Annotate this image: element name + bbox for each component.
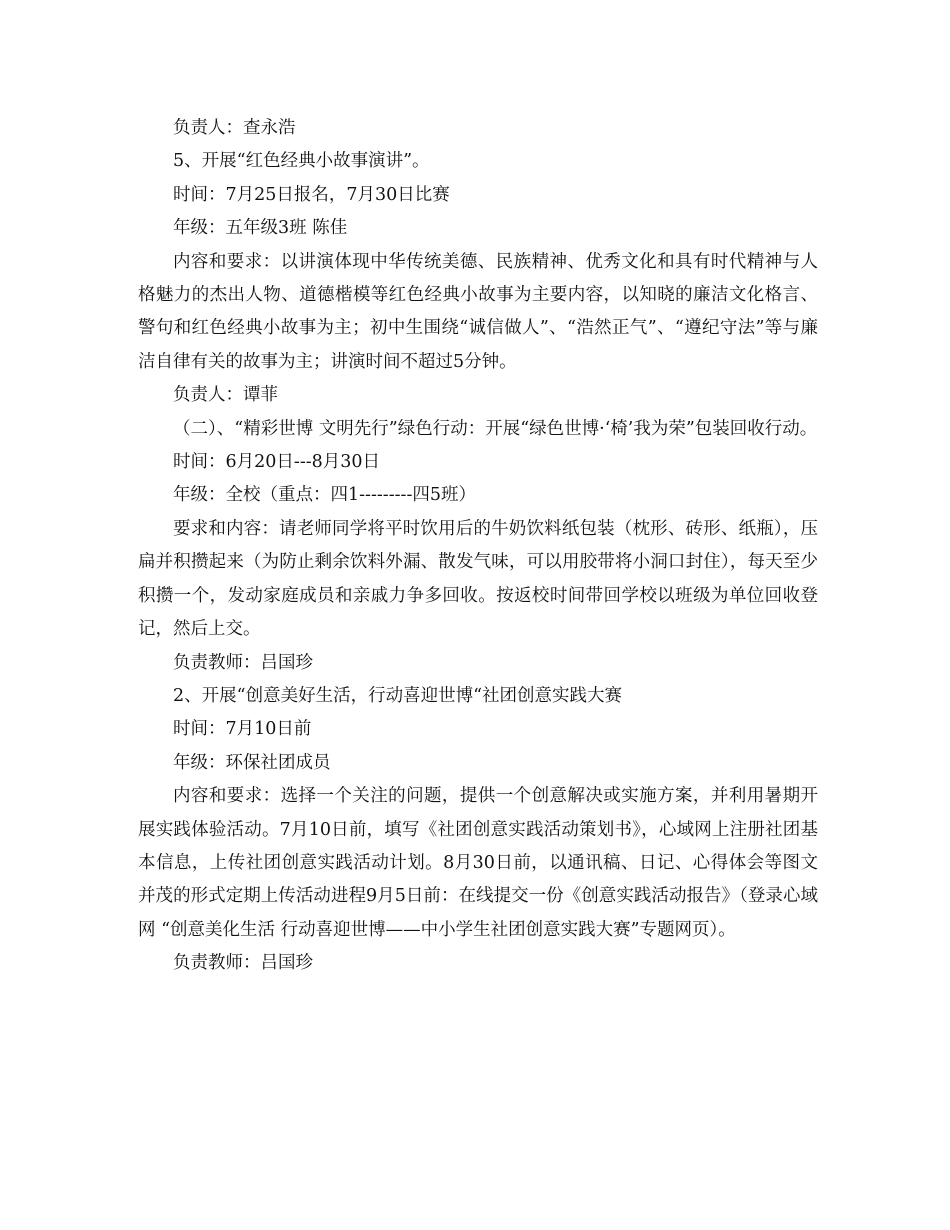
paragraph-time: 时间：7月25日报名，7月30日比赛: [173, 184, 450, 205]
paragraph-teacher-in-charge: 负责教师：吕国珍: [173, 652, 313, 673]
paragraph-time: 时间：7月10日前: [173, 719, 312, 740]
paragraph-item-5-title: 5、开展“红色经典小故事演讲”。: [173, 151, 430, 172]
paragraph-requirements-content: 要求和内容：请老师同学将平时饮用后的牛奶饮料纸包装（枕形、砖形、纸瓶），压扁并积攒起来（为防止剩余饮料外漏、散发气味，可以用胶带将小洞口封住），每天至少积攒一个，发动家庭成员和亲戚力争多回收。按返校时间带回学校以班级为单位回收登记，然后上交。: [138, 518, 818, 640]
paragraph-person-in-charge: 负责人：查永浩: [173, 118, 296, 138]
paragraph-person-in-charge: 负责人：谭菲: [173, 385, 278, 406]
paragraph-content-requirements: 内容和要求：以讲演体现中华传统美德、民族精神、优秀文化和具有时代精神与人格魅力的杰出人物、道德楷模等红色经典小故事为主要内容，以知晓的廉洁文化格言、警句和红色经典小故事为主；初中生围绕“诚信做人”、“浩然正气”、“遵纪守法”等与廉洁自律有关的故事为主；讲演时间不超过5分钟。: [138, 251, 818, 372]
paragraph-item-2-title: 2、开展“创意美好生活，行动喜迎世博“社团创意实践大赛: [173, 685, 623, 706]
paragraph-grade: 年级：环保社团成员: [173, 752, 331, 773]
paragraph-time: 时间：6月20日---8月30日: [173, 452, 381, 473]
paragraph-grade: 年级：全校（重点：四1---------四5班）: [173, 485, 476, 506]
paragraph-grade: 年级：五年级3班 陈佳: [173, 218, 348, 239]
paragraph-content-requirements: 内容和要求：选择一个关注的问题，提供一个创意解决或实施方案，并利用暑期开展实践体验活动。7月10日前，填写《社团创意实践活动策划书》，心域网上注册社团基本信息，上传社团创意实践活动计划。8月30日前，以通讯稿、日记、心得体会等图文并茂的形式定期上传活动进程9月5日前：在线提交一份《创意实践活动报告》（登录心域网 “创意美化生活 行动喜迎世博——中小学生社团创意实践大赛”专题网页）。: [138, 786, 818, 940]
document-body: [138, 112, 818, 981]
paragraph-teacher-in-charge: 负责教师：吕国珍: [173, 953, 313, 974]
paragraph-section-2-title: （二）、“精彩世博 文明先行”绿色行动：开展“绿色世博·‘椅’我为荣”包装回收行动。: [173, 418, 818, 439]
